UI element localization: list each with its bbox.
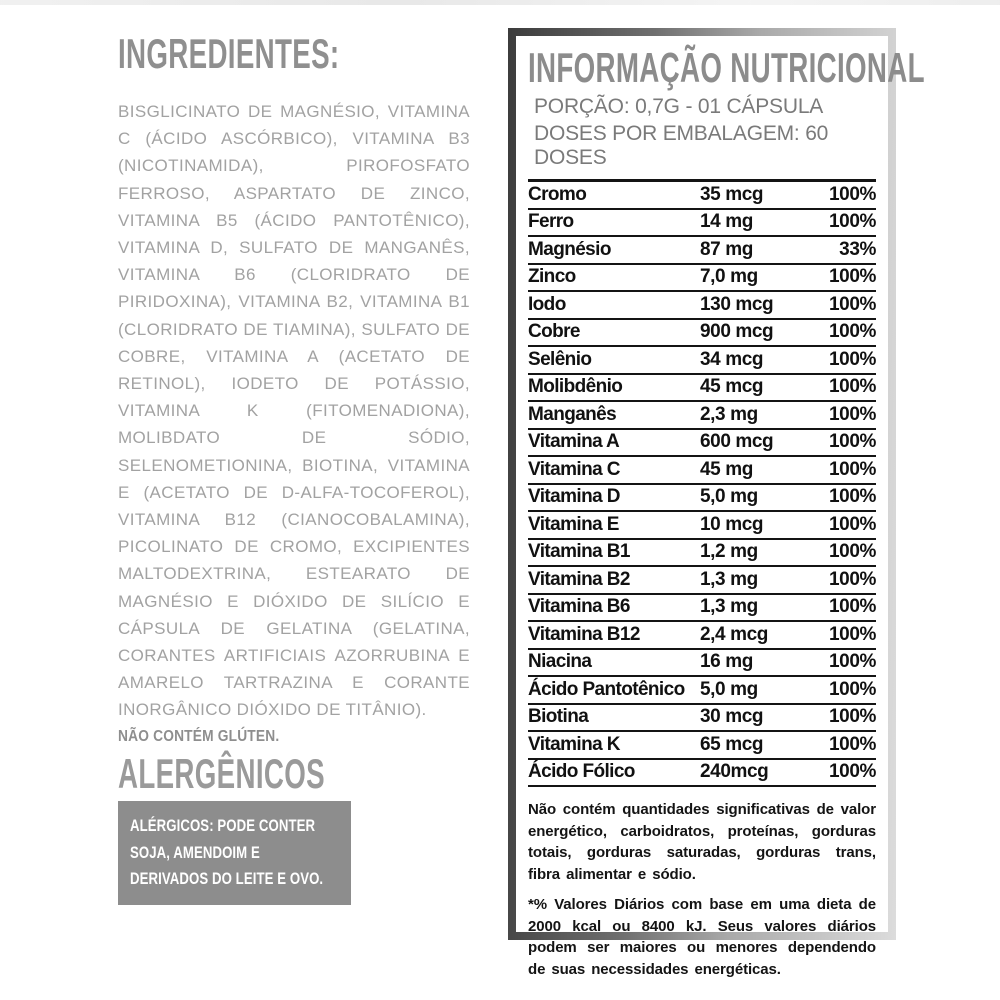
allergen-warning-box bbox=[118, 801, 351, 905]
nutrition-title-wrap bbox=[528, 44, 925, 92]
nutrition-facts-panel bbox=[508, 28, 925, 978]
nutrient-row bbox=[528, 512, 876, 540]
nutrient-daily-value: 100% bbox=[829, 651, 876, 672]
nutrient-name: Vitamina B1 bbox=[528, 541, 630, 562]
nutrient-amount: 2,4 mcg bbox=[700, 623, 768, 645]
daily-values-note: *% Valores Diários com base em uma dieta de 2000 kcal ou 8400 kJ. Seus valores diários podem ser maiores ou menores dependendo de suas necessidades energéticas. bbox=[528, 896, 876, 978]
nutrition-footnotes bbox=[528, 799, 876, 980]
nutrient-row bbox=[528, 622, 876, 650]
allergens-heading-wrap bbox=[118, 750, 432, 798]
nutrient-amount: 65 mcg bbox=[700, 733, 764, 755]
nutrient-row bbox=[528, 292, 876, 320]
nutrient-name: Vitamina B2 bbox=[528, 568, 630, 590]
nutrient-name: Cobre bbox=[528, 321, 580, 342]
nutrient-row bbox=[528, 457, 876, 485]
nutrient-amount: 900 mcg bbox=[700, 321, 774, 342]
nutrient-row bbox=[528, 595, 876, 623]
nutrient-row bbox=[528, 485, 876, 513]
nutrient-row bbox=[528, 567, 876, 595]
nutrient-row bbox=[528, 430, 876, 458]
nutrient-amount: 1,2 mg bbox=[700, 541, 758, 562]
nutrient-amount: 16 mg bbox=[700, 651, 753, 672]
nutrient-daily-value: 33% bbox=[839, 238, 876, 260]
nutrient-daily-value: 100% bbox=[829, 321, 876, 342]
nutrient-row bbox=[528, 677, 876, 705]
ingredients-heading bbox=[118, 30, 470, 78]
no-significant-amounts-note: Não contém quantidades significativas de valor energético, carboidratos, proteínas, gorduras totais, gorduras saturadas, gorduras trans, fibra alimentar e sódio. bbox=[528, 801, 876, 883]
nutrient-row bbox=[528, 402, 876, 430]
nutrient-amount: 600 mcg bbox=[700, 431, 774, 452]
nutrient-amount: 87 mg bbox=[700, 238, 753, 260]
nutrient-amount: 45 mcg bbox=[700, 376, 764, 397]
nutrient-name: Selênio bbox=[528, 348, 592, 370]
nutrient-amount: 2,3 mg bbox=[700, 403, 758, 425]
nutrient-name: Iodo bbox=[528, 293, 566, 315]
nutrient-name: Manganês bbox=[528, 403, 617, 425]
nutrient-row bbox=[528, 732, 876, 760]
nutrient-daily-value: 100% bbox=[829, 541, 876, 562]
nutrient-name: Ácido Pantotênico bbox=[528, 678, 685, 700]
nutrient-name: Vitamina D bbox=[528, 486, 620, 507]
nutrient-row bbox=[528, 320, 876, 348]
nutrient-amount: 1,3 mg bbox=[700, 596, 758, 617]
nutrient-daily-value: 100% bbox=[829, 623, 876, 645]
gluten-free-note: NÃO CONTÉM GLÚTEN. bbox=[118, 727, 280, 745]
nutrient-daily-value: 100% bbox=[829, 458, 876, 480]
nutrient-amount: 5,0 mg bbox=[700, 486, 758, 507]
nutrient-row bbox=[528, 760, 876, 788]
nutrient-row bbox=[528, 265, 876, 293]
nutrient-row bbox=[528, 182, 876, 210]
nutrient-name: Biotina bbox=[528, 706, 589, 727]
nutrient-name: Vitamina A bbox=[528, 431, 620, 452]
nutrient-rows bbox=[528, 179, 876, 787]
serving-size: PORÇÃO: 0,7G - 01 CÁPSULA bbox=[534, 95, 824, 118]
gluten-note-wrap bbox=[118, 724, 470, 746]
nutrient-daily-value: 100% bbox=[829, 761, 876, 782]
nutrient-name: Zinco bbox=[528, 266, 576, 287]
nutrient-name: Vitamina K bbox=[528, 733, 620, 755]
nutrient-daily-value: 100% bbox=[829, 568, 876, 590]
nutrient-name: Niacina bbox=[528, 651, 592, 672]
nutrient-row bbox=[528, 650, 876, 678]
nutrient-daily-value: 100% bbox=[829, 733, 876, 755]
nutrient-daily-value: 100% bbox=[829, 431, 876, 452]
allergens-heading: ALERGÊNICOS bbox=[118, 750, 325, 797]
nutrient-name: Ácido Fólico bbox=[528, 761, 635, 782]
nutrient-name: Vitamina C bbox=[528, 458, 620, 480]
nutrient-row bbox=[528, 375, 876, 403]
nutrient-amount: 240mcg bbox=[700, 761, 769, 782]
nutrient-daily-value: 100% bbox=[829, 183, 876, 205]
allergen-warning-text: ALÉRGICOS: PODE CONTER SOJA, AMENDOIM E DERIVADOS DO LEITE E OVO. bbox=[130, 817, 324, 888]
nutrient-name: Cromo bbox=[528, 183, 587, 205]
nutrient-daily-value: 100% bbox=[829, 266, 876, 287]
nutrient-name: Magnésio bbox=[528, 238, 611, 260]
nutrient-name: Vitamina B6 bbox=[528, 596, 630, 617]
nutrient-amount: 5,0 mg bbox=[700, 678, 758, 700]
nutrient-daily-value: 100% bbox=[829, 376, 876, 397]
nutrient-daily-value: 100% bbox=[829, 293, 876, 315]
nutrient-amount: 130 mcg bbox=[700, 293, 774, 315]
nutrient-amount: 30 mcg bbox=[700, 706, 764, 727]
ingredients-heading-text: INGREDIENTES: bbox=[118, 30, 340, 77]
nutrition-title: INFORMAÇÃO NUTRICIONAL bbox=[528, 44, 925, 91]
nutrient-row bbox=[528, 347, 876, 375]
nutrient-daily-value: 100% bbox=[829, 678, 876, 700]
nutrient-row bbox=[528, 237, 876, 265]
nutrient-amount: 1,3 mg bbox=[700, 568, 758, 590]
nutrient-daily-value: 100% bbox=[829, 486, 876, 507]
nutrient-daily-value: 100% bbox=[829, 513, 876, 535]
ingredients-paragraph: BISGLICINATO DE MAGNÉSIO, VITAMINA C (ÁCIDO ASCÓRBICO), VITAMINA B3 (NICOTINAMIDA), PIROFOSFATO FERROSO, ASPARTATO DE ZINCO, VITAMINA B5 (ÁCIDO PANTOTÊNICO), VITAMINA D, SULFATO DE MANGANÊS, VITAMINA B6 (CLORIDRATO DE PIRIDOXINA), VITAMINA B2, VITAMINA B1 (CLORIDRATO DE TIAMINA), SULFATO DE COBRE, VITAMINA A (ACETATO DE RETINOL), IODETO DE POTÁSSIO, VITAMINA K (FITOMENADIONA), MOLIBDATO DE SÓDIO, SELENOMETIONINA, BIOTINA, VITAMINA E (ACETATO DE D-ALFA-TOCOFEROL), VITAMINA B12 (CIANOCOBALAMINA), PICOLINATO DE CROMO, EXCIPIENTES MALTODEXTRINA, ESTEARATO DE MAGNÉSIO E DIÓXIDO DE SILÍCIO E CÁPSULA DE GELATINA (GELATINA, CORANTES ARTIFICIAIS AZORRUBINA E AMARELO TARTRAZINA E CORANTE INORGÂNICO DIÓXIDO DE TITÂNIO). bbox=[118, 102, 470, 720]
photo-edge-artifact bbox=[0, 0, 1000, 5]
nutrient-row bbox=[528, 705, 876, 733]
nutrient-amount: 10 mcg bbox=[700, 513, 764, 535]
nutrient-daily-value: 100% bbox=[829, 706, 876, 727]
nutrient-name: Molibdênio bbox=[528, 376, 623, 397]
nutrient-amount: 35 mcg bbox=[700, 183, 764, 205]
nutrient-amount: 34 mcg bbox=[700, 348, 764, 370]
servings-per-package: DOSES POR EMBALAGEM: 60 DOSES bbox=[534, 122, 829, 169]
nutrient-daily-value: 100% bbox=[829, 348, 876, 370]
nutrient-name: Vitamina B12 bbox=[528, 623, 640, 645]
nutrient-amount: 7,0 mg bbox=[700, 266, 758, 287]
nutrient-daily-value: 100% bbox=[829, 403, 876, 425]
nutrient-name: Ferro bbox=[528, 211, 574, 232]
nutrient-row bbox=[528, 540, 876, 568]
nutrient-row bbox=[528, 210, 876, 238]
nutrient-amount: 14 mg bbox=[700, 211, 753, 232]
ingredients-section bbox=[118, 30, 470, 746]
nutrient-amount: 45 mg bbox=[700, 458, 753, 480]
nutrient-daily-value: 100% bbox=[829, 596, 876, 617]
nutrient-daily-value: 100% bbox=[829, 211, 876, 232]
nutrient-name: Vitamina E bbox=[528, 513, 619, 535]
